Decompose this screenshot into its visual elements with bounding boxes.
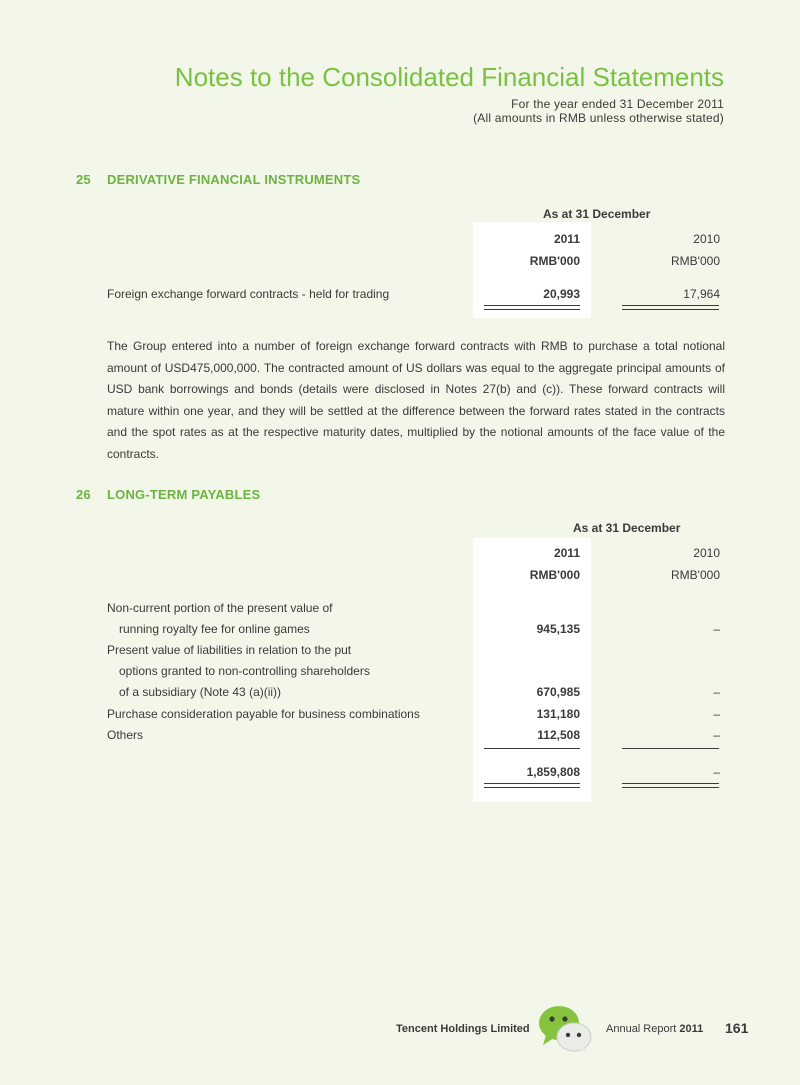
col-header-2011: 2011 [553,232,580,246]
as-at-label: As at 31 December [573,521,681,535]
col-header-2010: 2010 [693,546,720,560]
row-label: Foreign exchange forward contracts - held for trading [107,287,390,301]
section-number: 26 [76,487,91,502]
value-2010: – [713,622,720,636]
section-title: LONG-TERM PAYABLES [107,487,261,502]
value-2010: 17,964 [683,287,720,301]
footer-report [606,1023,703,1035]
section-number: 25 [76,172,91,187]
double-underline [622,309,719,310]
row-label: options granted to non-controlling shareholders [119,664,370,678]
row-label: Purchase consideration payable for business combinations [107,707,420,721]
subtotal-line [622,748,719,749]
row-label: Others [107,728,144,742]
double-underline [622,783,719,784]
section-25-heading [76,172,360,187]
value-2010: – [713,707,720,721]
row-label: running royalty fee for online games [119,622,310,636]
double-underline [622,305,719,306]
as-at-label: As at 31 December [543,207,651,221]
total-2011: 1,859,808 [526,765,580,779]
value-2010: – [713,685,720,699]
value-2011: 670,985 [536,685,580,699]
row-label: Present value of liabilities in relation to the put [107,643,352,657]
row-label: Non-current portion of the present value of [107,601,333,615]
col-header-2010: 2010 [693,232,720,246]
page-number: 161 [725,1020,749,1036]
double-underline [484,783,580,784]
subtitle-period: For the year ended 31 December 2011 [511,97,724,111]
report-year: 2011 [679,1023,704,1035]
double-underline [622,787,719,788]
unit-2010: RMB'000 [671,568,720,582]
subtitle-currency: (All amounts in RMB unless otherwise stated) [473,111,724,125]
unit-2011: RMB'000 [529,568,580,582]
value-2011: 131,180 [536,707,580,721]
value-2011: 20,993 [543,287,580,301]
row-label: of a subsidiary (Note 43 (a)(ii)) [119,685,282,699]
double-underline [484,787,580,788]
value-2011: 945,135 [536,622,580,636]
value-2010: – [713,728,720,742]
double-underline [484,305,580,306]
footer-company: Tencent Holdings Limited [396,1023,530,1035]
value-2011: 112,508 [537,728,580,742]
unit-2011: RMB'000 [529,254,580,268]
section-25-paragraph: The Group entered into a number of foreign exchange forward contracts with RMB to purchase a total notional amount of USD475,000,000. The contracted amount of US dollars was equal to the aggregate principal amounts of USD bank borrowings and bonds (details were disclosed in Notes 27(b) and (c)). These forward contracts will mature within one year, and they will be settled at the difference between the forward rates stated in the contracts and the spot rates as at the respective maturity dates, multiplied by the notional amounts of the face value of the contracts. [107,339,725,461]
section-title: DERIVATIVE FINANCIAL INSTRUMENTS [107,172,361,187]
unit-2010: RMB'000 [671,254,720,268]
total-2010: – [713,765,720,779]
section-26-heading [76,487,260,502]
page-title: Notes to the Consolidated Financial Statements [174,62,724,92]
chat-bubbles-logo [537,1003,595,1055]
double-underline [484,309,580,310]
col-header-2011: 2011 [553,546,580,560]
subtotal-line [484,748,580,749]
report-label: Annual Report [606,1023,677,1035]
